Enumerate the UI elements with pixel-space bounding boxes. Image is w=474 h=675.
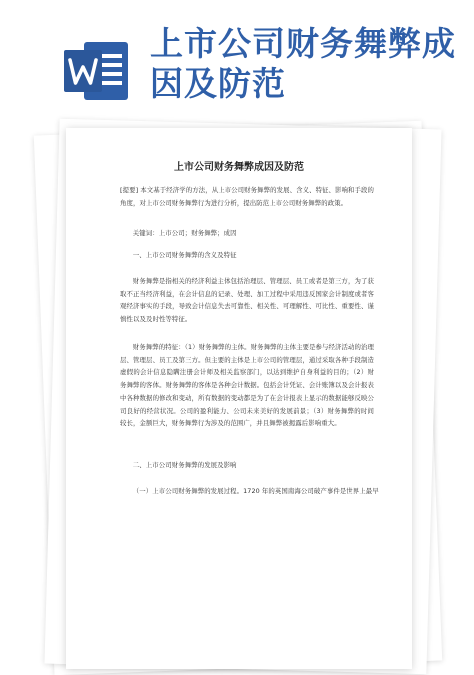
word-doc-icon bbox=[62, 36, 132, 106]
definition-paragraph: 财务舞弊是指相关的经济利益主体包括治理层、管理层、员工或者是第三方，为了获取不正当经济利益，在会计信息的记录、处理、加工过程中采用违反国家会计制度或者客观经济事实的手段，导致会计信息失去可靠性、相关性、可理解性、可比性、重要性、谨慎性以及及时性等特征。 bbox=[120, 277, 374, 324]
header-banner bbox=[0, 0, 474, 120]
document-page bbox=[66, 128, 412, 669]
document-title: 上市公司财务舞弊成因及防范 bbox=[174, 162, 304, 173]
section-heading: 二、上市公司财务舞弊的发展及影响 bbox=[132, 461, 237, 469]
banner-title: 上市公司财务舞弊成因及防范 bbox=[150, 24, 456, 103]
history-paragraph: （一）上市公司财务舞弊的发展过程。1720 年的英国南海公司破产事件是世界上最早 bbox=[132, 487, 379, 495]
features-paragraph: 财务舞弊的特征：（1）财务舞弊的主体。财务舞弊的主体主要是参与经济活动的治理层、管理层、员工及第三方。但主要的主体是上市公司的管理层，通过采取各种手段制造虚假的会计信息隐瞒注册会计师及相关监察部门，以达到维护自身利益的目的；（2）财务舞弊的客体。财务舞弊的客体是各种会计数据。包括会计凭证、会计账簿以及会计报表中各种数据的修改和变动，所有数据的变动都是为了在会计报表上显示的数据能够反映公司良好的经营状况。公司的盈利能力、公司未来美好的发展前景；（3）财务舞弊的时间较长，金额巨大，财务舞弊行为涉及的范围广，并且舞弊被揭露后影响重大。 bbox=[120, 343, 374, 428]
section-heading: 一、上市公司财务舞弊的含义及特征 bbox=[132, 251, 237, 259]
abstract-paragraph: [提要] 本文基于经济学的方法，从上市公司财务舞弊的发展、含义、特征、影响和手段的角度，对上市公司财务舞弊行为进行分析，提出防范上市公司财务舞弊的政策。 bbox=[120, 186, 374, 207]
keywords-line: 关键词：上市公司；财务舞弊；成因 bbox=[132, 229, 237, 237]
